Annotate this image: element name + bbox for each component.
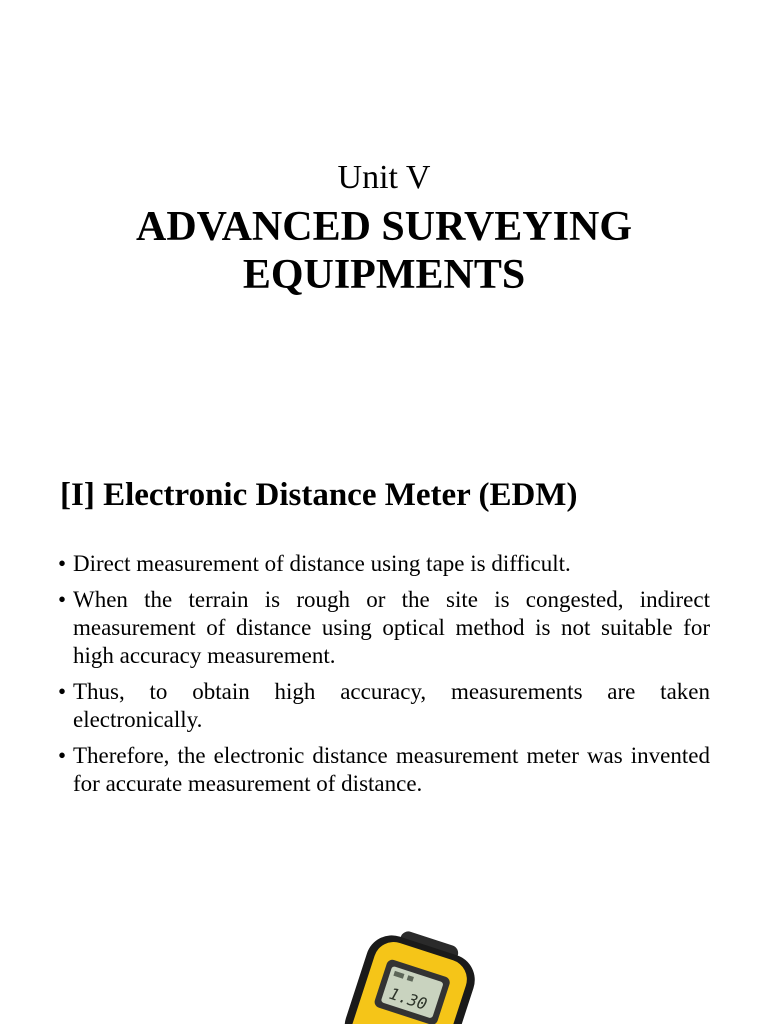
distance-meter-image	[330, 930, 500, 1024]
unit-label: Unit V	[337, 159, 431, 196]
page-title	[0, 203, 768, 299]
bullet-item: • Thus, to obtain high accuracy, measurements are taken electronically.	[58, 678, 710, 734]
section-heading: [I] Electronic Distance Meter (EDM)	[60, 477, 578, 513]
display-reading: 1.30	[386, 983, 430, 1014]
title-line-2: EQUIPMENTS	[242, 252, 526, 298]
bullet-item: • Direct measurement of distance using tape is difficult.	[58, 550, 710, 578]
bullet-item: • Therefore, the electronic distance measurement meter was invented for accurate measurement of distance.	[58, 742, 710, 798]
bullet-item: • When the terrain is rough or the site is congested, indirect measurement of distance using optical method is not suitable for high accuracy measurement.	[58, 586, 710, 670]
distance-meter-device-icon	[330, 930, 500, 1024]
title-line-1: ADVANCED SURVEYING	[136, 204, 632, 250]
bullet-list	[58, 550, 710, 806]
